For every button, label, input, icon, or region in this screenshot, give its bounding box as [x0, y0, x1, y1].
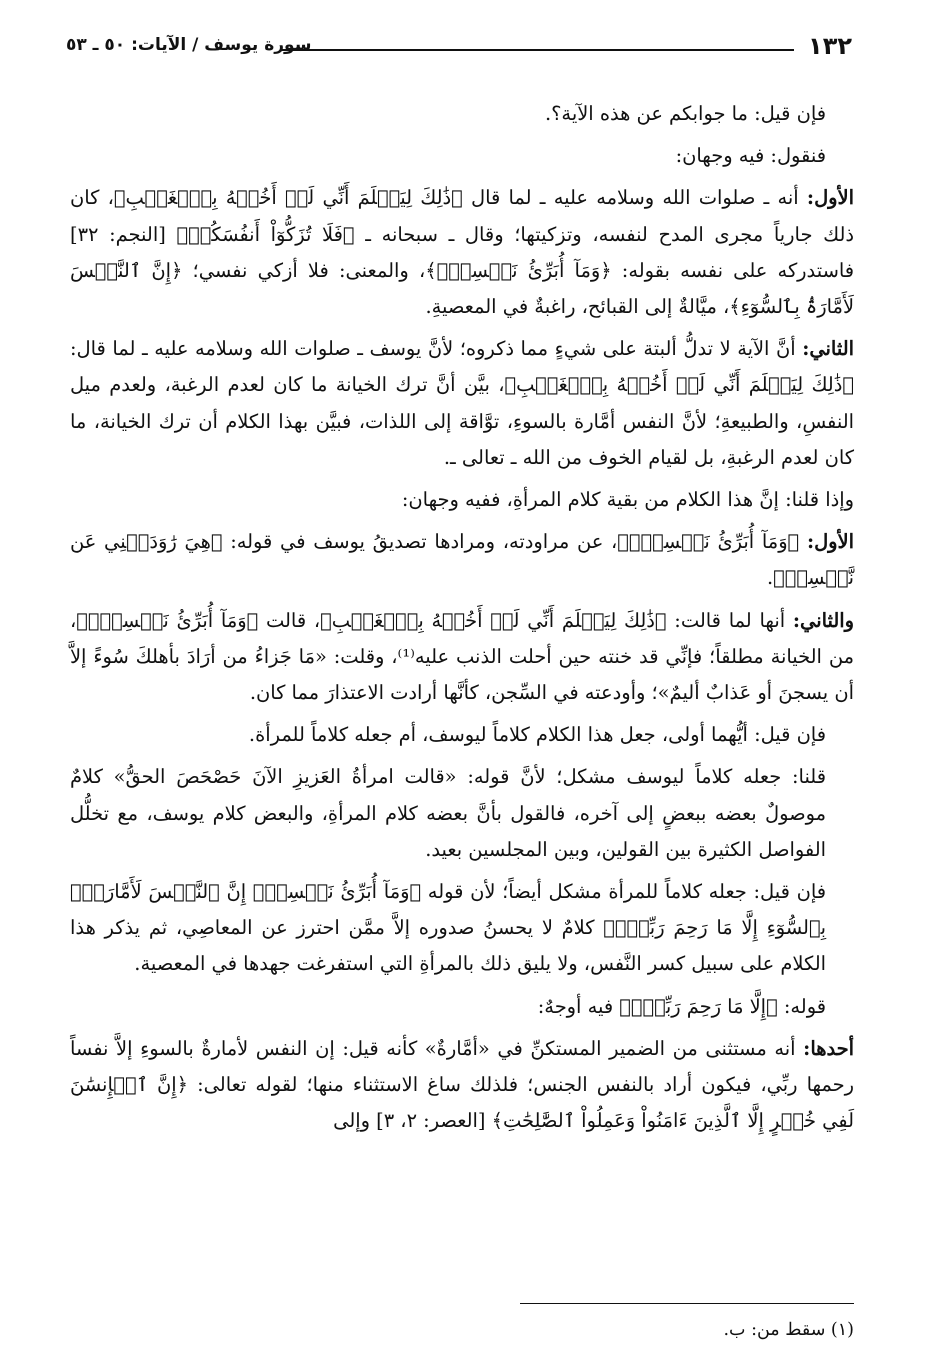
paragraph-label: الأول:: [806, 530, 854, 554]
paragraph-text: فإن قيل: ما جوابكم عن هذه الآية؟.: [544, 102, 826, 125]
paragraph-text: قلنا: جعله كلاماً ليوسف مشكل؛ لأنَّ قوله: «قالت امرأةُ العَزيزِ الآنَ حَصْحَصَ الحقُّ» كلامٌ موصولٌ بعضه ببعضٍ إلى آخره، فالقول بأنَّ بعضه كلام المرأةِ، والبعض كلام يوسف، مع تخلُّل الفواصل الكثيرة بين القولين، وبين المجلسين بعيد.: [70, 765, 826, 861]
paragraph-text: قوله: ﴿إِلَّا مَا رَحِمَ رَبِّيٓۚ﴾ فيه أوجهٌ:: [537, 994, 826, 1018]
paragraph: [70, 180, 854, 325]
paragraph: [70, 524, 854, 596]
paragraph: [70, 989, 854, 1025]
paragraph-text: أنه مستثنى من الضمير المستكنِّ في «أمَّارةٌ» كأنه قيل: إن النفس لأمارةٌ بالسوءِ إلاَّ نفساً رحمها ربِّي، فيكون أراد بالنفس الجنس؛ فلذلك ساغ الاستثناء منها؛ لقوله تعالى: ﴿إِنَّ ٱلۡإِنسَٰنَ لَفِي خُسۡرٍ إِلَّا ٱلَّذِينَ ءَامَنُواْ وَعَمِلُواْ ٱلصَّٰلِحَٰتِ﴾ [العصر: ٢، ٣] وإلى: [70, 1036, 854, 1133]
paragraph: [70, 874, 854, 983]
paragraph-label: والثاني:: [792, 608, 855, 632]
paragraph-text: فنقول: فيه وجهان:: [675, 144, 826, 168]
paragraph-text: أنه ـ صلوات الله وسلامه عليه ـ لما قال ﴿ذَٰلِكَ لِيَعۡلَمَ أَنِّي لَمۡ أَخُنۡهُ بِٱلۡغَيۡبِ﴾، كان ذلك جارياً مجرى المدح لنفسه، وتزكيتها؛ وقال ـ سبحانه ـ ﴿فَلَا تُزَكُّوٓاْ أَنفُسَكُمۡ﴾ [النجم: ٣٢] فاستدركه على نفسه بقوله: ﴿وَمَآ أُبَرِّئُ نَفۡسِيٓۚ﴾، والمعنى: فلا أزكي نفسي؛ ﴿إِنَّ ٱلنَّفۡسَ لَأَمَّارَةُۢ بِٱلسُّوٓءِ﴾، ميَّالةٌ إلى القبائح، راغبةٌ في المعصيةِ.: [70, 186, 854, 319]
paragraph: [70, 717, 854, 753]
paragraph: [70, 96, 854, 132]
paragraph: [70, 759, 854, 868]
paragraph-text: ﴿وَمَآ أُبَرِّئُ نَفۡسِيٓۚ﴾، عن مراودته، ومرادها تصديقُ يوسف في قوله: ﴿هِيَ رَٰوَدَتۡنِي عَن نَّفۡسِيۚ﴾.: [70, 530, 854, 590]
paragraph: [70, 603, 854, 712]
paragraph-label: الأول:: [806, 186, 854, 210]
paragraph-text: أنها لما قالت: ﴿ذَٰلِكَ لِيَعۡلَمَ أَنِّي لَمۡ أَخُنۡهُ بِٱلۡغَيۡبِ﴾، قالت ﴿وَمَآ أُبَرِّئُ نَفۡسِيٓۚ﴾، من الخيانة مطلقاً؛ فإنِّي قد خنته حين أحلت الذنب عليه⁽¹⁾، وقلت: «مَا جَزاءُ من أرَادَ بأهلكَ سُوءً إلاَّ أن يسجنَ أو عَذابٌ أليمٌ»؛ وأودعته في السِّجن، كأنَّها أرادت الاعتذارَ مما كان.: [70, 608, 854, 705]
paragraph-text: فإن قيل: جعله كلاماً للمرأة مشكل أيضاً؛ لأن قوله ﴿وَمَآ أُبَرِّئُ نَفۡسِيٓۚ إِنَّ ٱلنَّفۡسَ لَأَمَّارَةُۢ بِٱلسُّوٓءِ إِلَّا مَا رَحِمَ رَبِّيٓۚ﴾ كلامٌ لا يحسنُ صدوره إلاَّ ممَّن احترز عن المعاصِي، ثم يذكر هذا الكلام على سبيل كسر النَّفس، ولا يليق ذلك بالمرأةِ التي استفرغت جهدها في المعصية.: [70, 880, 826, 976]
running-title: سورة يوسف / الآيات: ٥٠ ـ ٥٣: [66, 35, 312, 55]
page-number: ١٣٢: [808, 32, 852, 60]
paragraph: [70, 138, 854, 174]
paragraph-text: وإذا قلنا: إنَّ هذا الكلام من بقية كلام المرأةِ، ففيه وجهان:: [401, 488, 854, 512]
footnote-rule: [520, 1303, 854, 1304]
paragraph-label: الثاني:: [802, 337, 854, 361]
paragraph-label: أحدها:: [803, 1036, 854, 1060]
page-body: [70, 96, 854, 1145]
paragraph-text: أنَّ الآية لا تدلُّ ألبتة على شيءٍ مما ذكروه؛ لأنَّ يوسف ـ صلوات الله وسلامه عليه ـ لما قال: ﴿ذَٰلِكَ لِيَعۡلَمَ أَنِّي لَمۡ أَخُنۡهُ بِٱلۡغَيۡبِ﴾، بيَّن أنَّ ترك الخيانة ما كان لعدم الرغبة، ولعدم ميل النفسِ، والطبيعةِ؛ لأنَّ النفس أمَّارة بالسوءِ، توَّاقة إلى اللذات، فبيَّن بهذا الكلام أن ترك الخيانة، ما كان لعدم الرغبةِ، بل لقيام الخوف من الله ـ تعالى ـ.: [70, 337, 854, 469]
paragraph: [70, 331, 854, 476]
header-rule: [282, 49, 794, 51]
paragraph: [70, 482, 854, 518]
footnote: (١) سقط من: ب.: [723, 1320, 854, 1340]
paragraph-text: فإن قيل: أيُّهما أولى، جعل هذا الكلام كلاماً ليوسف، أم جعله كلاماً للمرأة.: [248, 723, 826, 747]
paragraph: [70, 1031, 854, 1140]
page-header: [66, 32, 852, 68]
